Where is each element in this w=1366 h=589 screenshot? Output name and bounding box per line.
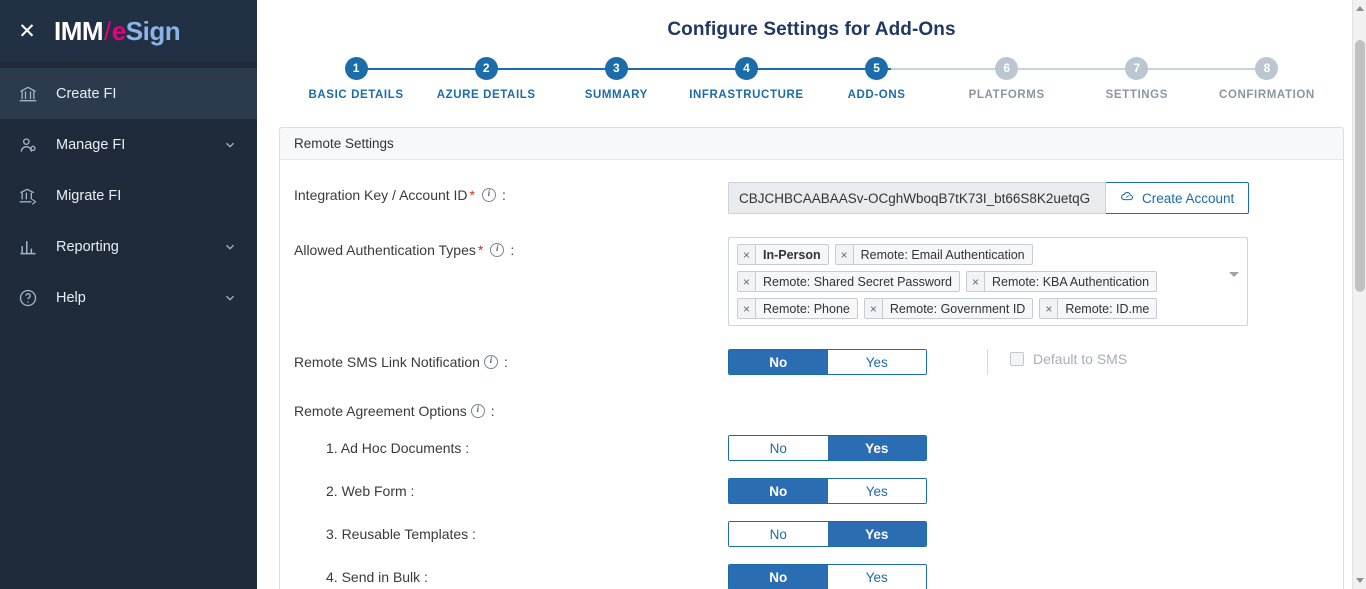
toggle-option-no[interactable]: No — [729, 436, 828, 460]
step-number: 1 — [345, 57, 368, 80]
web-form-label — [294, 478, 728, 499]
ad-hoc-documents-label — [294, 435, 728, 456]
chip-remove-icon[interactable]: × — [836, 245, 854, 264]
manage-user-icon — [18, 135, 44, 155]
web-form-toggle[interactable] — [728, 478, 927, 504]
label-colon: : — [502, 187, 506, 203]
chip-remove-icon[interactable]: × — [1040, 299, 1058, 318]
step-number: 3 — [605, 57, 628, 80]
brand-logo-e: e — [111, 15, 126, 46]
step-label: BASIC DETAILS — [308, 89, 404, 101]
integration-key-input[interactable] — [728, 182, 1106, 214]
reusable-templates-label — [294, 521, 728, 542]
sidebar-item-label: Help — [56, 289, 86, 306]
send-in-bulk-label-text: 4. Send in Bulk : — [326, 569, 428, 585]
row-ad-hoc-documents — [294, 435, 1329, 461]
row-auth-types — [294, 237, 1329, 326]
sms-notification-field — [728, 349, 1329, 375]
toggle-option-yes[interactable]: Yes — [828, 522, 927, 546]
toggle-option-yes[interactable]: Yes — [828, 350, 927, 374]
chip-label: In-Person — [763, 247, 821, 262]
brand-logo-slash: / — [104, 15, 111, 46]
sidebar-header — [0, 0, 257, 62]
scroll-up-arrow-icon[interactable] — [1356, 6, 1364, 11]
info-icon[interactable]: i — [490, 243, 504, 257]
label-colon: : — [510, 242, 515, 258]
chevron-down-icon[interactable] — [223, 240, 237, 254]
step-confirmation[interactable] — [1202, 57, 1332, 101]
sidebar-item-reporting[interactable] — [0, 221, 257, 272]
info-icon[interactable]: i — [471, 404, 485, 418]
row-web-form — [294, 478, 1329, 504]
ad-hoc-documents-toggle[interactable] — [728, 435, 927, 461]
bank-transfer-icon — [18, 186, 44, 206]
sidebar-item-label: Manage FI — [56, 136, 126, 153]
wizard-stepper — [291, 57, 1332, 119]
toggle-option-no[interactable]: No — [729, 479, 828, 503]
required-asterisk: * — [477, 242, 484, 258]
auth-types-label-text: Allowed Authentication Types — [294, 242, 476, 258]
toggle-option-yes[interactable]: Yes — [828, 479, 927, 503]
ad-hoc-documents-label-text: 1. Ad Hoc Documents : — [326, 440, 470, 456]
sidebar-item-manage-fi[interactable] — [0, 119, 257, 170]
brand-logo-sign: Sign — [125, 15, 181, 46]
chip-label: Remote: Phone — [763, 301, 850, 316]
close-icon[interactable]: ✕ — [18, 19, 36, 43]
toggle-option-yes[interactable]: Yes — [828, 565, 927, 589]
row-sms-notification — [294, 349, 1329, 375]
brand-logo — [54, 16, 180, 47]
step-settings[interactable] — [1072, 57, 1202, 101]
chevron-down-icon[interactable] — [223, 138, 237, 152]
send-in-bulk-toggle[interactable] — [728, 564, 927, 589]
step-basic-details[interactable] — [291, 57, 421, 101]
scroll-down-arrow-icon[interactable] — [1356, 578, 1364, 583]
toggle-option-yes[interactable]: Yes — [828, 436, 927, 460]
reusable-templates-toggle[interactable] — [728, 521, 927, 547]
required-asterisk: * — [469, 187, 475, 203]
integration-key-label — [294, 182, 728, 203]
create-account-label: Create Account — [1142, 190, 1235, 206]
sidebar — [0, 0, 257, 589]
panel-body — [280, 160, 1343, 589]
chip-label: Remote: ID.me — [1065, 301, 1150, 316]
chip-label: Remote: Shared Secret Password — [763, 274, 952, 289]
chip-label: Remote: Government ID — [889, 301, 1026, 316]
row-send-in-bulk — [294, 564, 1329, 589]
cloud-link-icon — [1120, 189, 1135, 207]
panel-title: Remote Settings — [294, 136, 394, 151]
chip-label: Remote: KBA Authentication — [991, 274, 1150, 289]
sidebar-item-label: Migrate FI — [56, 187, 122, 204]
web-form-label-text: 2. Web Form : — [326, 483, 415, 499]
chip-remote-id-me — [1039, 298, 1157, 319]
toggle-option-no[interactable]: No — [729, 350, 828, 374]
chip-remote-shared-secret-password — [737, 271, 960, 292]
main-content — [257, 0, 1366, 589]
page-scrollbar[interactable] — [1352, 0, 1366, 589]
info-icon[interactable]: i — [484, 355, 498, 369]
create-account-button[interactable] — [1106, 182, 1249, 214]
step-label: PLATFORMS — [968, 89, 1045, 101]
default-to-sms-checkbox[interactable] — [1010, 352, 1024, 366]
toggle-option-no[interactable]: No — [729, 565, 828, 589]
info-icon[interactable]: i — [482, 188, 496, 202]
page-title: Configure Settings for Add-Ons — [667, 19, 956, 40]
sms-notification-label-text: Remote SMS Link Notification — [294, 354, 480, 370]
step-add-ons[interactable] — [812, 57, 942, 101]
default-to-sms-label: Default to SMS — [1033, 351, 1128, 367]
step-platforms[interactable] — [942, 57, 1072, 101]
sidebar-item-create-fi[interactable] — [0, 68, 257, 119]
step-number: 2 — [475, 57, 498, 80]
step-number: 6 — [995, 57, 1018, 80]
chip-remote-phone — [737, 298, 858, 319]
integration-key-field-group — [728, 182, 1329, 214]
chip-in-person — [737, 244, 829, 265]
panel-header — [280, 128, 1343, 160]
chip-remove-icon[interactable]: × — [865, 299, 883, 318]
step-label: CONFIRMATION — [1219, 89, 1315, 101]
step-number: 4 — [735, 57, 758, 80]
agreement-options-label-text: Remote Agreement Options — [294, 403, 467, 419]
chip-remove-icon[interactable]: × — [738, 299, 756, 318]
bar-chart-icon — [18, 237, 44, 257]
scrollbar-thumb[interactable] — [1355, 40, 1365, 292]
chip-remote-email-authentication — [835, 244, 1033, 265]
remote-settings-panel — [279, 127, 1344, 589]
row-agreement-options-heading — [294, 398, 1329, 419]
sidebar-item-help[interactable] — [0, 272, 257, 323]
step-number: 8 — [1255, 57, 1278, 80]
step-label: ADD-ONS — [847, 89, 906, 101]
default-to-sms-checkbox-group[interactable] — [1010, 349, 1127, 367]
label-colon: : — [490, 403, 495, 419]
chip-remote-kba-authentication — [966, 271, 1157, 292]
sidebar-item-label: Reporting — [56, 238, 119, 255]
sms-notification-toggle[interactable] — [728, 349, 927, 375]
vertical-divider — [987, 349, 988, 375]
agreement-options-label — [294, 398, 728, 419]
chip-remove-icon[interactable]: × — [738, 245, 756, 264]
sidebar-item-migrate-fi[interactable] — [0, 170, 257, 221]
row-integration-key — [294, 182, 1329, 214]
label-colon: : — [503, 354, 508, 370]
chevron-down-icon[interactable] — [223, 291, 237, 305]
step-azure-details[interactable] — [421, 57, 551, 101]
step-number: 5 — [865, 57, 888, 80]
question-circle-icon — [18, 288, 44, 308]
send-in-bulk-label — [294, 564, 728, 585]
brand-logo-imm: IMM — [54, 15, 104, 46]
sms-notification-label — [294, 349, 728, 370]
reusable-templates-label-text: 3. Reusable Templates : — [326, 526, 476, 542]
chip-label: Remote: Email Authentication — [860, 247, 1025, 262]
sidebar-item-label: Create FI — [56, 85, 117, 102]
step-label: AZURE DETAILS — [436, 89, 536, 101]
chip-remove-icon[interactable]: × — [738, 272, 756, 291]
step-summary[interactable] — [551, 57, 681, 101]
step-number: 7 — [1125, 57, 1148, 80]
bank-icon — [18, 84, 44, 104]
row-reusable-templates — [294, 521, 1329, 547]
step-label: SETTINGS — [1105, 89, 1168, 101]
sidebar-nav — [0, 68, 257, 323]
chevron-down-icon[interactable] — [1229, 272, 1239, 277]
toggle-option-no[interactable]: No — [729, 522, 828, 546]
step-infrastructure[interactable] — [681, 57, 811, 101]
integration-key-label-text: Integration Key / Account ID — [294, 187, 468, 203]
auth-types-multiselect[interactable] — [728, 237, 1248, 326]
step-label: SUMMARY — [584, 89, 648, 101]
chip-remove-icon[interactable]: × — [967, 272, 985, 291]
chip-remote-government-id — [864, 298, 1033, 319]
step-label: INFRASTRUCTURE — [689, 89, 804, 101]
auth-types-label — [294, 237, 728, 258]
auth-types-field — [728, 237, 1329, 326]
